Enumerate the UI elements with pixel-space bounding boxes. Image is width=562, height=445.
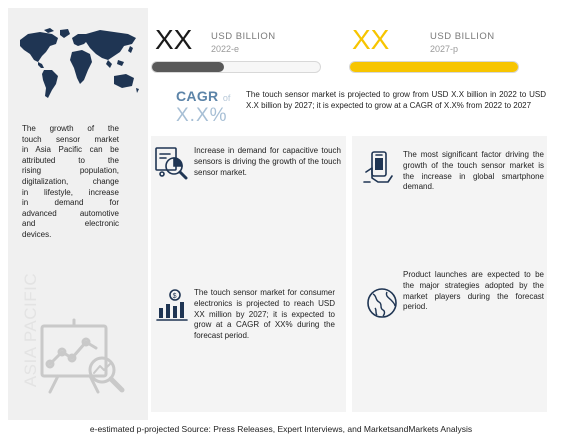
world-map-icon xyxy=(14,26,142,102)
data-analysis-icon xyxy=(36,318,128,400)
kpi-2022-bar xyxy=(151,61,321,73)
description-line: The growth of the xyxy=(22,124,119,133)
description-line: rising population, xyxy=(22,166,119,176)
description-line: in lifestyle, increase xyxy=(22,187,119,197)
kpi-2027-bar xyxy=(349,61,519,73)
region-description xyxy=(22,124,119,241)
description-line: in Asia Pacific can be xyxy=(22,145,119,155)
kpi-2022-year: 2022-e xyxy=(211,44,240,54)
region-label: ASIA PACIFIC xyxy=(21,272,40,388)
cagr-of: of xyxy=(222,93,231,103)
description-line: and electronic xyxy=(22,219,119,229)
money-growth-icon xyxy=(155,288,189,322)
description-line: touch sensor market xyxy=(22,134,119,144)
footer-source: e-estimated p-projected Source: Press Releases, Expert Interviews, and MarketsandMarkets Analysis xyxy=(89,424,473,434)
smartphone-hand-icon xyxy=(362,150,396,184)
description-line: in demand for xyxy=(22,198,119,208)
kpi-2027-bar-fill xyxy=(350,62,518,72)
globe-icon xyxy=(365,286,399,320)
kpi-2027-year: 2027-p xyxy=(430,44,459,54)
kpi-2027-value: XX xyxy=(352,24,390,55)
card-1-text: Increase in demand for capacitive touch sensors is driving the growth of the touch sensor market. xyxy=(194,146,341,177)
description-line: devices. xyxy=(22,229,52,239)
cagr-label: CAGR xyxy=(176,88,219,104)
kpi-2022-value: XX xyxy=(155,24,193,55)
chart-magnifier-icon xyxy=(154,146,188,180)
card-4-text: Product launches are expected to be the major strategies adopted by the market players during the forecast period. xyxy=(403,270,544,312)
kpi-2027-unit: USD BILLION xyxy=(430,31,495,42)
card-2-text: The most significant factor driving the growth of the touch sensor market is the increase in global smartphone demand. xyxy=(403,150,544,192)
cagr-description: The touch sensor market is projected to grow from USD X.X billion in 2022 to USD X.X billion by 2027; it is expected to grow at a CAGR of X.X% from 2022 to 2027 xyxy=(246,90,546,110)
card-3-text: The touch sensor market for consumer electronics is projected to reach USD XX million by 2027; it is expected to grow at a CAGR of XX% during the forecast period. xyxy=(194,288,335,341)
svg-text:$: $ xyxy=(172,293,177,300)
cagr-block xyxy=(176,88,230,106)
cagr-value: X.X% xyxy=(176,105,228,126)
kpi-2022-unit: USD BILLION xyxy=(211,31,276,42)
kpi-2022-bar-fill xyxy=(152,62,224,72)
description-line: advanced automotive xyxy=(22,208,119,218)
description-line: digitalization, change xyxy=(22,176,119,186)
description-line: attributed to the xyxy=(22,155,119,165)
